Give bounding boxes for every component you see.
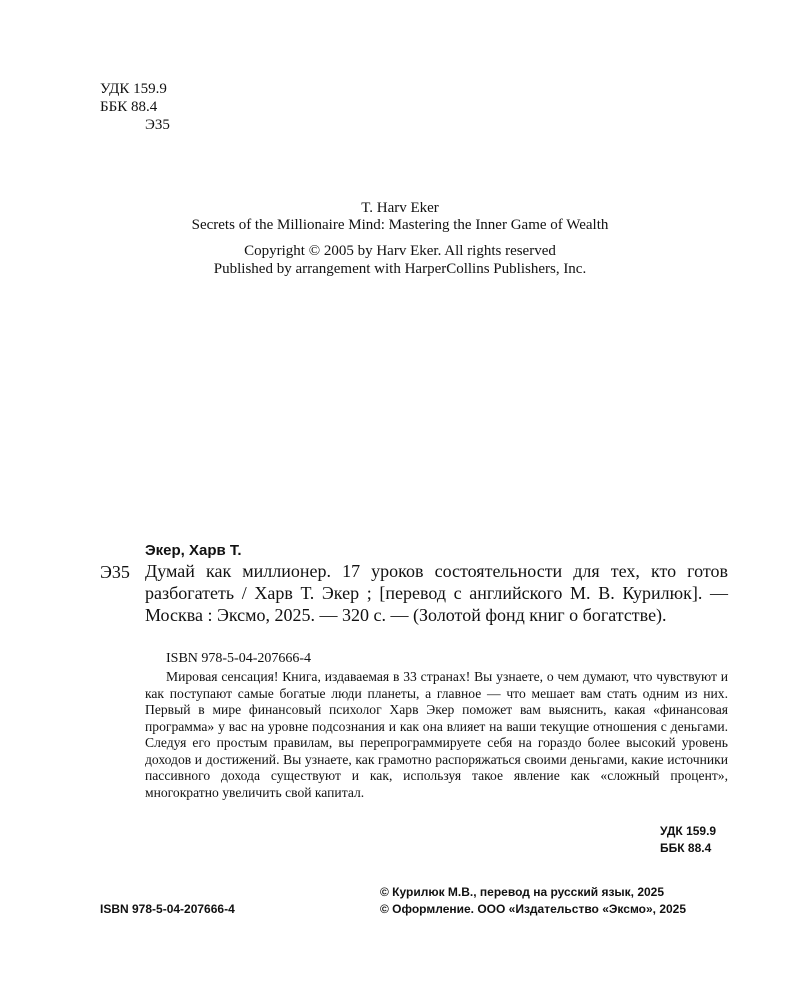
catalog-author-heading: Экер, Харв Т. bbox=[145, 542, 242, 559]
catalog-udk: УДК 159.9 bbox=[660, 824, 717, 838]
top-bbk: ББК 88.4 bbox=[100, 99, 158, 115]
catalog-annotation: Мировая сенсация! Книга, издаваемая в 33 странах! Вы узнаете, о чем думают, что чувствуют и как поступают самые богатые люди планеты, а главное — что мешает вам стать одним из них. Первый в мире финансовый психолог Харв Экер поможет вам выяснить, какая «финансовая программа» у вас на уровне подсознания и как она влияет на ваши текущие отношения с деньгами. Следуя его простым правилам, вы перепрограммируете себя на гораздо более высокий уровень доходов и достижений. Вы узнаете, как грамотно распоряжаться своими деньгами, какие источники пассивного дохода существуют и как, используя такое явление как «сложный процент», многократно увеличить свой капитал. bbox=[145, 669, 728, 800]
original-copyright: Copyright © 2005 by Harv Eker. All rights reserved bbox=[244, 243, 556, 259]
catalog-isbn: ISBN 978-5-04-207666-4 bbox=[166, 651, 312, 666]
catalog-description: Думай как миллионер. 17 уроков состоятельности для тех, кто готов разбогатеть / Харв Т. Экер ; [перевод с английского М. В. Курилюк]. — Москва : Эксмо, 2025. — 320 с. — (Золотой фонд книг о богатстве). bbox=[145, 561, 728, 625]
footer-copyright-design: © Оформление. ООО «Издательство «Эксмо», 2025 bbox=[380, 902, 687, 916]
catalog-author-mark: Э35 bbox=[100, 562, 130, 582]
original-author: T. Harv Eker bbox=[361, 200, 439, 216]
top-udk: УДК 159.9 bbox=[100, 81, 167, 97]
original-arrangement: Published by arrangement with HarperCollins Publishers, Inc. bbox=[213, 261, 587, 277]
top-author-mark: Э35 bbox=[145, 117, 170, 133]
original-title: Secrets of the Millionaire Mind: Mastering the Inner Game of Wealth bbox=[191, 217, 609, 233]
footer-copyright-translation: © Курилюк М.В., перевод на русский язык, 2025 bbox=[380, 885, 665, 899]
footer-isbn: ISBN 978-5-04-207666-4 bbox=[100, 902, 235, 916]
catalog-bbk: ББК 88.4 bbox=[660, 841, 712, 855]
